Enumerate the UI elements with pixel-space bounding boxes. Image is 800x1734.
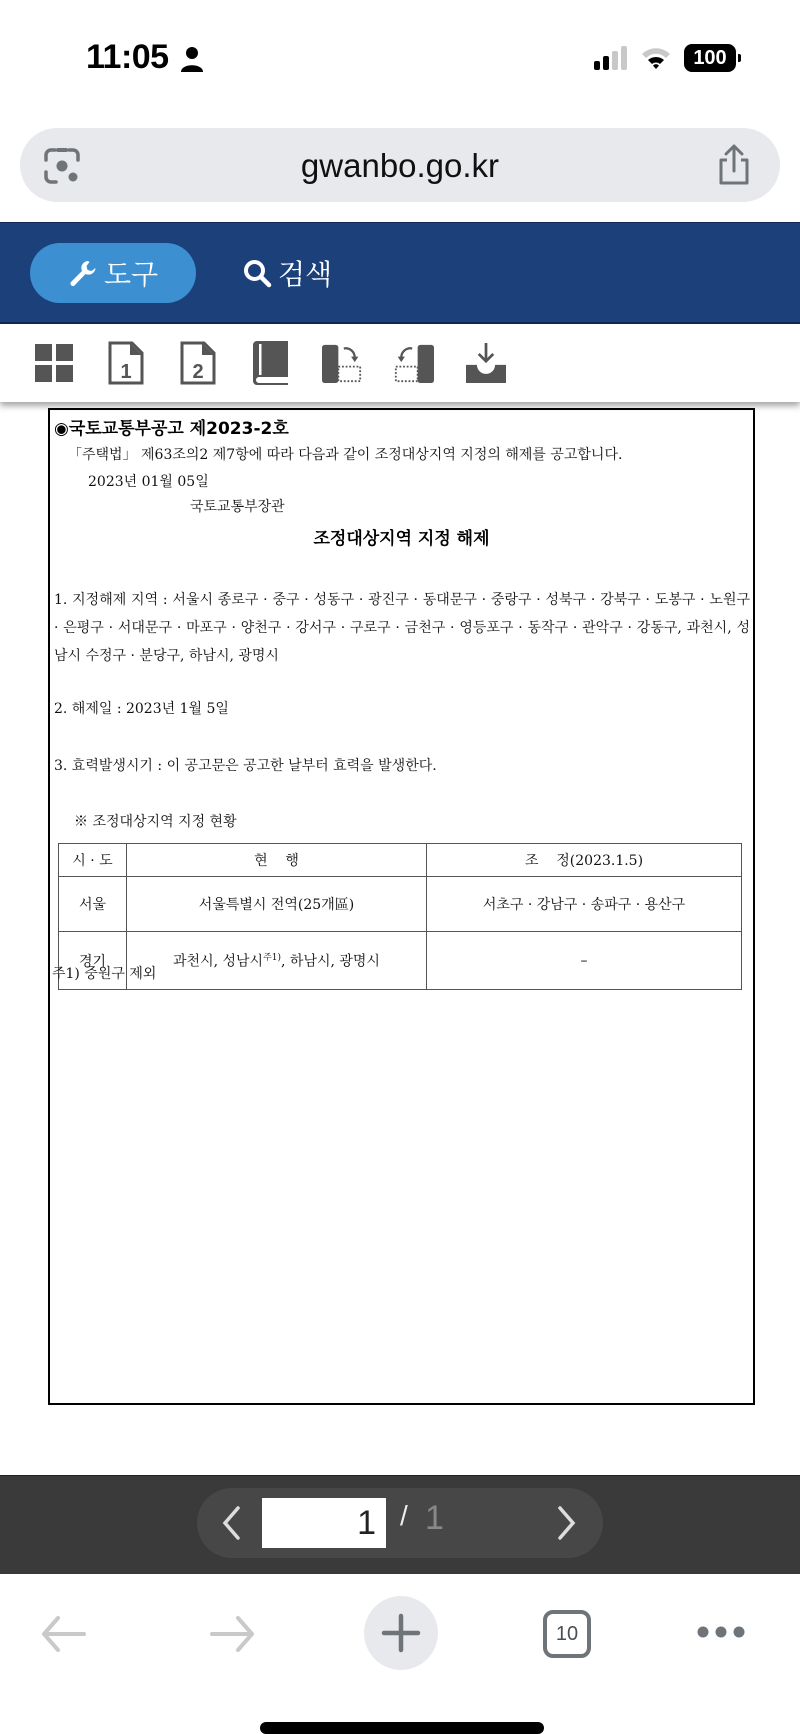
- search-icon: [242, 258, 272, 288]
- cell-current: 서울특별시 전역(25개區): [127, 877, 427, 932]
- person-icon: [180, 46, 204, 72]
- rotate-left-button[interactable]: [394, 341, 434, 385]
- wifi-icon: [640, 46, 672, 70]
- battery-level: 100: [693, 46, 727, 69]
- download-button[interactable]: [466, 341, 506, 385]
- battery-icon: [684, 44, 736, 72]
- table-caption: ※ 조정대상지역 지정 현황: [74, 814, 237, 830]
- table-header-row: [59, 844, 742, 877]
- document-page: [48, 408, 755, 1405]
- status-indicators: [594, 44, 736, 72]
- footnote: 주1) 중원구 제외: [52, 966, 157, 982]
- status-bar: [0, 0, 800, 120]
- download-icon: [466, 341, 506, 385]
- home-indicator[interactable]: [260, 1722, 544, 1734]
- previous-page-icon[interactable]: [221, 1506, 241, 1540]
- next-page-icon[interactable]: [557, 1506, 577, 1540]
- svg-text:1: 1: [120, 361, 132, 383]
- footnote-ref: 주1): [263, 953, 282, 964]
- rotate-right-button[interactable]: [322, 341, 362, 385]
- app-header: [0, 222, 800, 324]
- intro-text: 「주택법」 제63조의2 제7항에 따라 다음과 같이 조정대상지역 지정의 해제를 공고합니다.: [68, 447, 623, 463]
- new-tab-button[interactable]: [364, 1596, 438, 1670]
- plus-icon: [364, 1596, 438, 1670]
- page-1-icon: [108, 341, 144, 385]
- page-2-icon: [180, 341, 216, 385]
- cell-current-rest: , 하남시, 광명시: [281, 953, 380, 970]
- svg-text:2: 2: [192, 361, 204, 383]
- wrench-icon: [68, 258, 98, 288]
- more-options-icon[interactable]: [696, 1622, 746, 1642]
- table-row: [59, 932, 742, 990]
- single-page-button[interactable]: [106, 341, 146, 385]
- signal-icon: [594, 46, 628, 70]
- header-adjusted: 조 정(2023.1.5): [427, 844, 742, 877]
- header-region: 시 · 도: [59, 844, 127, 877]
- tab-count: 10: [555, 1622, 579, 1645]
- cell-adjusted: 서초구 · 강남구 · 송파구 · 용산구: [427, 877, 742, 932]
- back-arrow-icon[interactable]: [40, 1614, 88, 1654]
- cell-region: 서울: [59, 877, 127, 932]
- cell-adjusted: –: [427, 932, 742, 990]
- notice-date: 2023년 01월 05일: [88, 474, 209, 490]
- thumbnail-grid-button[interactable]: [34, 341, 74, 385]
- viewer-toolbar: [0, 324, 800, 402]
- url-text[interactable]: gwanbo.go.kr: [300, 147, 500, 184]
- cell-current: [127, 932, 427, 990]
- tab-switcher-button[interactable]: [543, 1610, 591, 1658]
- cell-region: 경기: [59, 932, 127, 990]
- release-areas: 1. 지정해제 지역 : 서울시 종로구 · 중구 · 성동구 · 광진구 · 동대문구 · 중랑구 · 성북구 · 강북구 · 도봉구 · 노원구 · 은평구 · 서대문구 · 마포구 · 양천구 · 강서구 · 구로구 · 금천구 · 영등포구 · 동작구 · 관악구 · 강동구, 과천시, 성남시 수정구 · 분당구, 하남시, 광명시: [54, 592, 750, 664]
- forward-arrow-icon[interactable]: [208, 1614, 256, 1654]
- grid-icon: [35, 344, 73, 382]
- rotate-right-icon: [322, 341, 362, 385]
- book-icon: [251, 341, 289, 385]
- search-button[interactable]: [242, 243, 332, 303]
- address-bar[interactable]: [20, 128, 780, 202]
- issuer: 국토교통부장관: [190, 499, 285, 515]
- header-current: 현 행: [127, 844, 427, 877]
- document-heading: 조정대상지역 지정 해제: [313, 529, 490, 549]
- document-viewer[interactable]: [0, 402, 800, 1475]
- tools-label: 도구: [103, 259, 159, 290]
- two-page-button[interactable]: [178, 341, 218, 385]
- notice-number: ◉국토교통부공고 제2023-2호: [54, 419, 289, 439]
- table-row: [59, 877, 742, 932]
- page-controls: [197, 1488, 603, 1558]
- status-time: 11:05: [86, 38, 169, 76]
- total-pages: 1: [425, 1499, 444, 1537]
- share-icon[interactable]: [716, 144, 752, 186]
- cell-current-text: 과천시, 성남시: [173, 953, 264, 970]
- page-separator: /: [400, 1500, 408, 1531]
- designation-table: [58, 843, 742, 990]
- book-view-button[interactable]: [250, 341, 290, 385]
- release-date: 2. 해제일 : 2023년 1월 5일: [54, 701, 229, 717]
- search-label: 검색: [278, 259, 333, 290]
- rotate-left-icon: [394, 341, 434, 385]
- effective-date: 3. 효력발생시기 : 이 공고문은 공고한 날부터 효력을 발생한다.: [54, 758, 437, 774]
- browser-bottom-bar: [0, 1574, 800, 1734]
- page-navigation-bar: [0, 1475, 800, 1574]
- tools-button[interactable]: [30, 243, 196, 303]
- page-number-input[interactable]: [262, 1498, 386, 1548]
